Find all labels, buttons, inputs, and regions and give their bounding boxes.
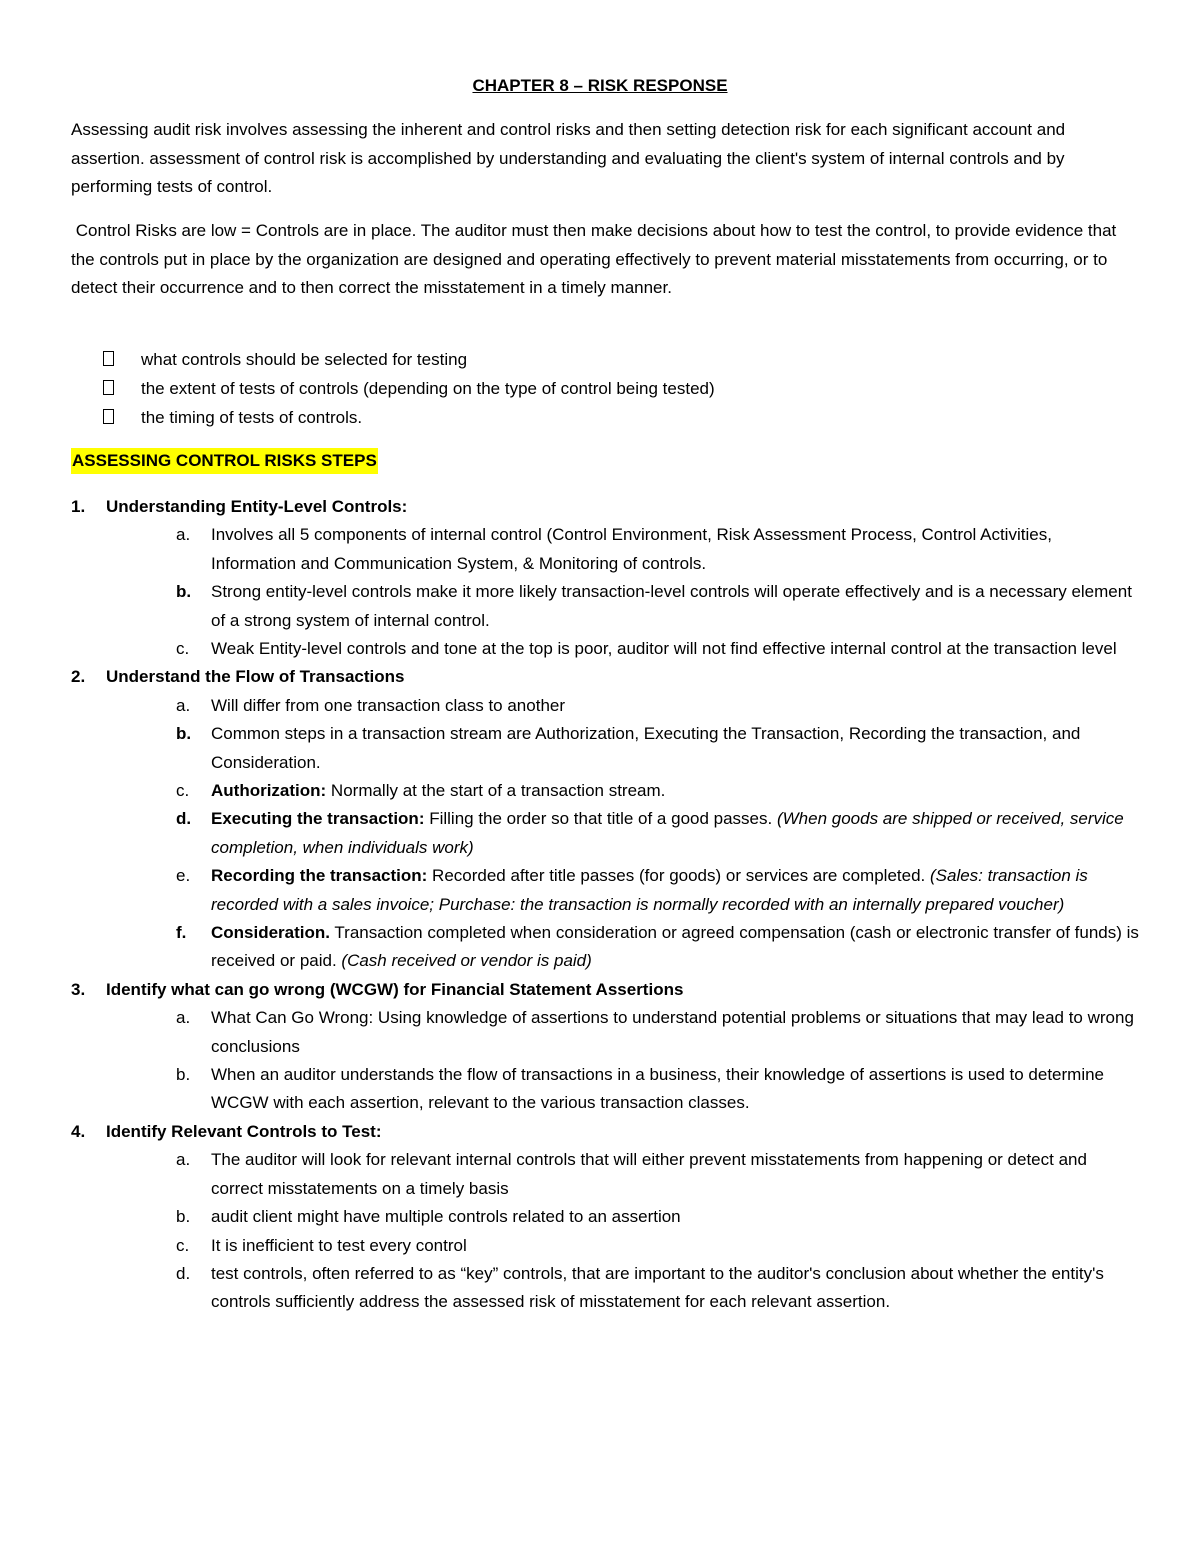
bullet-text: the timing of tests of controls. [141,408,363,427]
missing-glyph-bullet-icon [103,409,114,424]
item-label: Recording the transaction: [211,866,428,886]
item-text: Will differ from one transaction class to another [211,695,566,715]
item-text: Strong entity-level controls make it more likely transaction-level controls will operate effectively and is a necessary element of a strong system of internal control. [211,582,1132,630]
item-letter: a. [176,525,191,545]
page-title: CHAPTER 8 – RISK RESPONSE [472,76,728,95]
step-title: Understanding Entity-Level Controls: [106,497,408,516]
decision-bullet-list [103,345,1133,432]
list-item [71,1260,1141,1317]
step-4 [71,1118,1141,1317]
item-label: Executing the transaction: [211,809,425,829]
intro-paragraph: Assessing audit risk involves assessing the inherent and control risks and then setting detection risk for each significant account and assertion. assessment of control risk is accomplished by understanding and evaluating the client's system of internal controls and by performing tests of control. [71,120,1066,197]
section-heading-highlighted: ASSESSING CONTROL RISKS STEPS [71,448,378,474]
list-item [71,635,1141,663]
list-item [71,720,1141,777]
item-body: Recorded after title passes (for goods) or services are completed. [427,866,930,886]
control-risk-paragraph: Control Risks are low = Controls are in place. The auditor must then make decisions about how to test the control, to provide evidence that the controls put in place by the organization are designed and operating effectively to prevent material misstatements from occurring, or to detect their occurrence and to then correct the misstatement in a timely manner. [71,221,1122,298]
item-letter: e. [176,866,191,886]
list-item [103,403,1133,432]
item-letter: b. [176,1065,191,1085]
item-text: Involves all 5 components of internal control (Control Environment, Risk Assessment Process, Control Activities, Information and Communication System, & Monitoring of controls. [211,525,1052,573]
item-text: It is inefficient to test every control [211,1235,467,1255]
item-letter: d. [176,809,192,829]
step-title: Understand the Flow of Transactions [106,667,405,687]
item-text [211,777,1141,805]
item-letter: c. [176,1235,190,1255]
item-text: Weak Entity-level controls and tone at the top is poor, auditor will not find effective internal control at the transaction level [211,639,1117,659]
list-item [71,919,1144,976]
step-title: Identify Relevant Controls to Test: [106,1121,382,1141]
item-text: The auditor will look for relevant internal controls that will either prevent misstatements from happening or detect and correct misstatements on a timely basis [211,1150,1087,1198]
list-item [103,374,1133,403]
item-letter: c. [176,781,190,801]
step-heading [71,663,1141,691]
list-item [103,345,1133,374]
item-label: Authorization: [211,781,327,801]
list-item [71,805,1141,862]
item-text: When an auditor understands the flow of transactions in a business, their knowledge of assertions is used to determine WCGW with each assertion, relevant to the various transaction classes. [211,1065,1105,1113]
item-body: Normally at the start of a transaction stream. [326,781,666,801]
item-label: Consideration. [211,923,331,943]
step-number: 2. [71,667,86,687]
step-number: 4. [71,1121,86,1141]
step-1 [71,493,1141,663]
step-heading [71,1118,1141,1146]
item-body: Filling the order so that title of a good passes. [424,809,777,829]
item-text: Common steps in a transaction stream are Authorization, Executing the Transaction, Recording the transaction, and Consideration. [211,724,1081,772]
item-letter: b. [176,1207,191,1227]
bullet-text: the extent of tests of controls (depending on the type of control being tested) [141,379,715,398]
item-note: (When goods are shipped or received, service completion, when individuals work) [211,809,1124,857]
item-letter: a. [176,1150,191,1170]
item-letter: b. [176,724,192,744]
item-letter: b. [176,582,192,602]
list-item [71,578,1141,635]
missing-glyph-bullet-icon [103,351,114,366]
bullet-text: what controls should be selected for testing [141,350,468,369]
item-note: (Cash received or vendor is paid) [341,951,592,971]
item-letter: f. [176,923,187,943]
list-item [71,1061,1141,1118]
list-item [71,692,1141,720]
item-note: (Sales: transaction is recorded with a sales invoice; Purchase: the transaction is normally recorded with an internally prepared voucher) [211,866,1088,914]
step-heading [71,493,1141,521]
item-body: Transaction completed when consideration or agreed compensation (cash or electronic transfer of funds) is received or paid. [211,923,1144,971]
step-title: Identify what can go wrong (WCGW) for Financial Statement Assertions [106,979,684,999]
item-text [211,805,1141,862]
list-item [71,521,1141,578]
item-text: What Can Go Wrong: Using knowledge of assertions to understand potential problems or situations that may lead to wrong conclusions [211,1008,1134,1056]
item-letter: d. [176,1263,191,1283]
item-text [211,919,1144,976]
item-letter: a. [176,1008,191,1028]
list-item [71,1232,1141,1260]
step-heading [71,976,1141,1004]
step-number: 3. [71,979,86,999]
list-item [71,862,1141,919]
item-text: audit client might have multiple controls related to an assertion [211,1207,681,1227]
item-letter: a. [176,695,191,715]
steps-list [71,493,1144,1317]
step-3 [71,976,1141,1118]
list-item [71,1004,1141,1061]
list-item [71,777,1141,805]
missing-glyph-bullet-icon [103,380,114,395]
item-text [211,862,1141,919]
step-2 [71,663,1144,975]
item-letter: c. [176,639,190,659]
step-number: 1. [71,497,86,516]
item-text: test controls, often referred to as “key” controls, that are important to the auditor's conclusion about whether the entity's controls sufficiently address the assessed risk of misstatement for each relevant assertion. [211,1263,1104,1312]
list-item [71,1146,1141,1203]
list-item [71,1203,1141,1231]
